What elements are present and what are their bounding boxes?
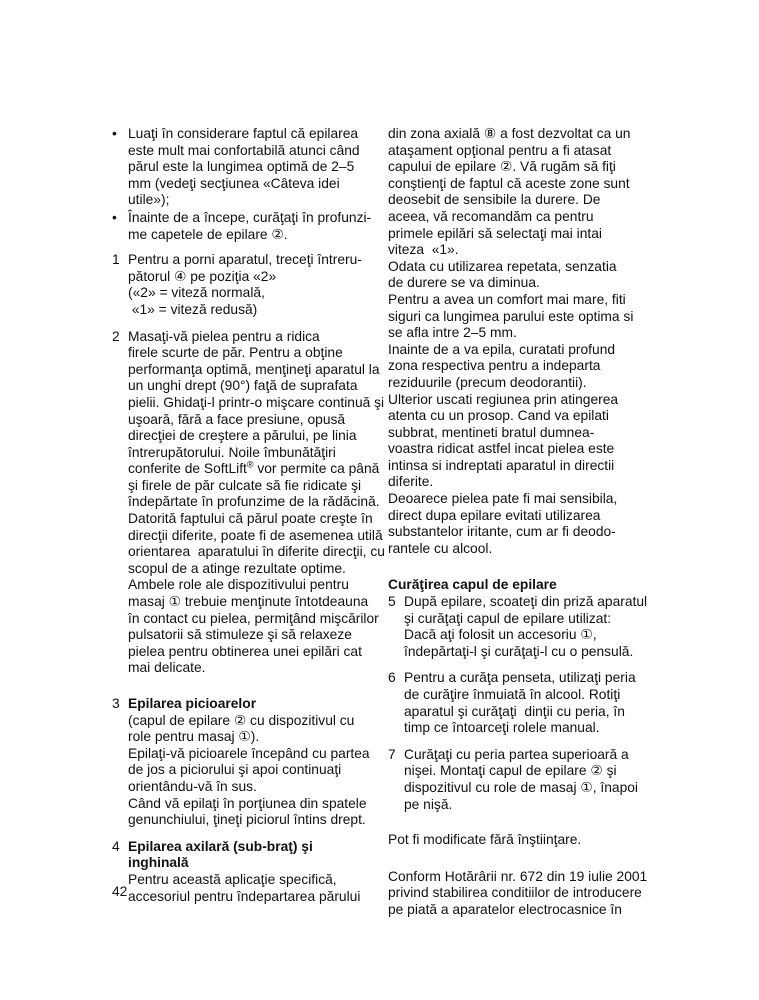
- text-line: pe piată a aparatelor electrocasnice în: [388, 901, 622, 917]
- step-number: 5: [388, 594, 396, 610]
- text-line: firele scurte de păr. Pentru a obţine: [128, 345, 343, 361]
- text-line: privind stabilirea conditiilor de introducere: [388, 885, 642, 901]
- text-line: părul este la lungimea optimă de 2–5: [128, 159, 355, 175]
- page-number: 42: [112, 884, 128, 899]
- text-line: deosebit de sensibile la durere. De: [388, 192, 601, 208]
- text-line: accesoriul pentru îndepartarea părului: [128, 888, 361, 904]
- text-line: de durere se va diminua.: [388, 275, 540, 291]
- text-line: pe nişă.: [404, 796, 453, 812]
- text-line: de jos a piciorului şi apoi continuaţi: [128, 762, 342, 778]
- text-line: direcţii diferite, poate fi de asemenea utilă: [128, 527, 383, 543]
- text-line: uşoară, fără a face presiune, opusă: [128, 411, 346, 427]
- step-7: [388, 747, 650, 813]
- text-line: siguri ca lungimea parului este optima si: [388, 308, 634, 324]
- text-span: conferite de SoftLift: [128, 461, 247, 477]
- text-line: utile»);: [128, 192, 170, 208]
- bullet-marker: •: [112, 209, 117, 225]
- text-span: vor permite ca până: [253, 461, 380, 477]
- step-number: 2: [112, 328, 120, 344]
- text-line: dispozitivul cu role de masaj ①, înapoi: [404, 779, 639, 795]
- text-line: Curăţaţi cu peria partea superioară a: [404, 746, 629, 762]
- text-line: Ambele role ale dispozitivului pentru: [128, 577, 349, 593]
- text-line: din zona axială ⑧ a fost dezvoltat ca un: [388, 126, 631, 141]
- text-line: conştienţi de faptul că aceste zone sunt: [388, 175, 630, 191]
- text-line: îndepărtate în profunzime de la rădăcină.: [128, 494, 380, 510]
- text-line: orientându-vă în sus.: [128, 778, 257, 794]
- text-line: întrerupătorului. Noile îmbunătăţiri: [128, 444, 336, 460]
- text-line: orientarea aparatului în diferite direcţii, cu: [128, 544, 385, 560]
- softlift-line: [128, 459, 380, 478]
- step-heading: Epilarea picioarelor: [128, 696, 257, 711]
- footer-note: [388, 869, 650, 919]
- text-line: timp ce întoarceţi rolele manual.: [404, 720, 600, 736]
- text-line: Inainte de a va epila, curatati profund: [388, 341, 616, 357]
- text-line: Când vă epilaţi în porţiunea din spatele: [128, 795, 367, 811]
- text-line: primele epilări să selectaţi mai intai: [388, 225, 602, 241]
- text-line: scopul de a atinge rezultate optime.: [128, 560, 346, 576]
- bullet-item: [112, 126, 374, 209]
- text-line: Datorită faptului că părul poate creşte în: [128, 511, 373, 527]
- step-2: [112, 328, 385, 677]
- text-line: role pentru masaj ①).: [128, 729, 260, 745]
- text-line: (capul de epilare ② cu dispozitivul cu: [128, 712, 355, 728]
- right-column: [388, 126, 650, 919]
- axillary-continuation: [388, 126, 650, 557]
- text-line: intinsa si indreptati aparatul in directii: [388, 457, 615, 473]
- text-line: este mult mai confortabilă atunci când: [128, 142, 360, 158]
- text-line: Epilaţi-vă picioarele începând cu partea: [128, 745, 370, 761]
- text-line: performanţa optimă, menţineţi aparatul la: [128, 361, 380, 377]
- text-line: direct dupa epilare evitati utilizarea: [388, 507, 601, 523]
- text-line: şi curăţaţi capul de epilare utilizat:: [404, 610, 612, 626]
- text-line: Pentru a curăţa penseta, utilizaţi peria: [404, 670, 636, 686]
- text-line: mm (vedeţi secţiunea «Câteva idei: [128, 175, 340, 191]
- text-line: aparatul şi curăţaţi dinţii cu peria, în: [404, 703, 625, 719]
- step-1: [112, 252, 374, 318]
- text-line: pătorul ④ pe poziţia «2»: [128, 268, 277, 284]
- text-line: rantele cu alcool.: [388, 540, 493, 556]
- text-line: Odata cu utilizarea repetata, senzatia: [388, 258, 617, 274]
- step-6: [388, 670, 650, 736]
- text-line: voastra ridicat astfel incat pielea este: [388, 441, 615, 457]
- text-line: Deoarece pielea pate fi mai sensibila,: [388, 491, 618, 507]
- text-line: masaj ① trebuie menţinute întotdeauna: [128, 594, 369, 610]
- text-line: pulsatorii să stimuleze şi să relaxeze: [128, 627, 352, 643]
- text-line: pielii. Ghidaţi-l printr-o mişcare continuă şi: [128, 394, 385, 410]
- text-line: mai delicate.: [128, 660, 206, 676]
- step-4: [112, 839, 374, 905]
- text-line: reziduurile (precum deodorantii).: [388, 374, 587, 390]
- bullet-item: [112, 210, 374, 243]
- registered-mark: ®: [246, 459, 254, 470]
- text-line: un unghi drept (90°) faţă de suprafata: [128, 378, 358, 394]
- text-line: diferite.: [388, 474, 434, 490]
- bullet-marker: •: [112, 126, 117, 141]
- text-line: Înainte de a începe, curăţaţi în profunzi-: [128, 209, 372, 225]
- text-line: «1» = viteză redusă): [128, 301, 258, 317]
- text-line: Masaţi-vă pielea pentru a ridica: [128, 328, 320, 344]
- step-number: 4: [112, 838, 120, 854]
- notice-text: Pot fi modificate fără înştiinţare.: [388, 832, 582, 848]
- step-3: [112, 696, 374, 829]
- text-line: Conform Hotărârii nr. 672 din 19 iulie 2001: [388, 868, 648, 884]
- text-line: pielea pentru obtinerea unei epilări cat: [128, 643, 362, 659]
- step-number: 1: [112, 252, 120, 268]
- text-line: Pentru a avea un comfort mai mare, fiti: [388, 291, 626, 307]
- text-line: îndepărtaţi-l şi curăţaţi-l cu o pensulă.: [404, 643, 634, 659]
- text-line: şi firele de păr culcate să fie ridicate şi: [128, 477, 362, 493]
- step-number: 6: [388, 670, 396, 686]
- step-number: 3: [112, 696, 120, 711]
- text-line: Ulterior uscati regiunea prin atingerea: [388, 391, 619, 407]
- text-line: Pentru această aplicaţie specifică,: [128, 871, 337, 887]
- text-line: capului de epilare ②. Vă rugăm să fiţi: [388, 159, 616, 175]
- text-line: nişei. Montaţi capul de epilare ② şi: [404, 763, 617, 779]
- text-line: subbrat, mentineti bratul dumnea-: [388, 424, 595, 440]
- text-line: După epilare, scoateţi din priză aparatul: [404, 594, 648, 610]
- text-line: viteza «1».: [388, 242, 459, 258]
- step-number: 7: [388, 746, 396, 762]
- text-line: în contact cu pielea, permiţând mişcărilor: [128, 610, 379, 626]
- step-5: [388, 594, 650, 660]
- text-line: direcţiei de creştere a părului, pe linia: [128, 428, 357, 444]
- text-line: aceea, vă recomandăm ca pentru: [388, 208, 594, 224]
- text-line: me capetele de epilare ②.: [128, 226, 288, 242]
- left-column: [112, 126, 385, 905]
- text-line: se afla intre 2–5 mm.: [388, 325, 517, 341]
- text-line: Pentru a porni aparatul, treceţi întreru-: [128, 252, 362, 268]
- text-line: genunchiului, ţineţi piciorul întins drept.: [128, 812, 366, 828]
- section-heading: Curăţirea capul de epilare: [388, 577, 557, 593]
- text-line: Luaţi în considerare faptul că epilarea: [128, 126, 359, 141]
- text-line: Dacă aţi folosit un accesoriu ①,: [404, 627, 597, 643]
- text-line: zona respectiva pentru a indeparta: [388, 358, 601, 374]
- step-heading: inghinală: [128, 855, 189, 871]
- text-line: («2» = viteză normală,: [128, 285, 265, 301]
- text-line: atenta cu un prosop. Cand va epilati: [388, 408, 609, 424]
- step-heading: Epilarea axilară (sub-braţ) şi: [128, 838, 313, 854]
- text-line: substantelor iritante, cum ar fi deodo-: [388, 524, 616, 540]
- text-line: de curăţire înmuiată în alcool. Rotiţi: [404, 687, 621, 702]
- text-line: ataşament opţional pentru a fi atasat: [388, 142, 612, 158]
